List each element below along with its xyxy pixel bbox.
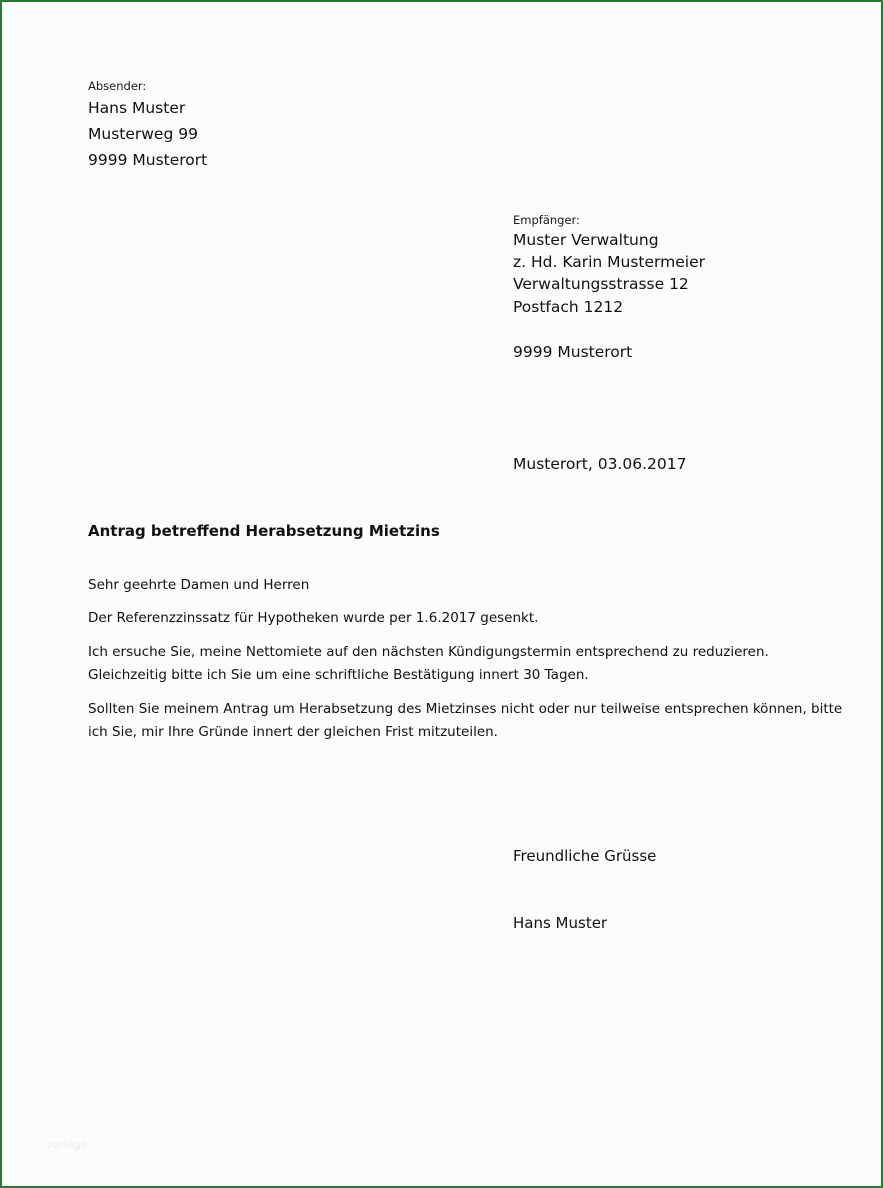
body-paragraph-2-line-1: Ich ersuche Sie, meine Nettomiete auf den nächsten Kündigungstermin entsprechend zu reduzieren. <box>88 644 769 660</box>
recipient-company: Muster Verwaltung <box>513 231 659 249</box>
body-paragraph-3-line-1: Sollten Sie meinem Antrag um Herabsetzung des Mietzinses nicht oder nur teilweise entsprechen können, bitte <box>88 701 843 717</box>
body-paragraph-3-line-2: ich Sie, mir Ihre Gründe innert der gleichen Frist mitzuteilen. <box>88 724 498 740</box>
closing-greeting: Freundliche Grüsse <box>513 847 657 865</box>
recipient-city: 9999 Musterort <box>513 343 633 361</box>
recipient-street: Verwaltungsstrasse 12 <box>513 275 689 293</box>
sender-name: Hans Muster <box>88 99 186 117</box>
recipient-postbox: Postfach 1212 <box>513 298 624 316</box>
signature-name: Hans Muster <box>513 914 608 932</box>
body-paragraph-2-line-2: Gleichzeitig bitte ich Sie um eine schriftliche Bestätigung innert 30 Tagen. <box>88 667 589 683</box>
recipient-label: Empfänger: <box>513 213 580 227</box>
recipient-attention: z. Hd. Karin Mustermeier <box>513 253 705 271</box>
sender-city: 9999 Musterort <box>88 151 208 169</box>
sender-street: Musterweg 99 <box>88 125 198 143</box>
salutation: Sehr geehrte Damen und Herren <box>88 577 310 593</box>
body-paragraph-1: Der Referenzzinssatz für Hypotheken wurde per 1.6.2017 gesenkt. <box>88 610 539 626</box>
sender-label: Absender: <box>88 79 147 93</box>
letter-subject: Antrag betreffend Herabsetzung Mietzins <box>88 522 440 540</box>
watermark: vorlage <box>46 1138 88 1151</box>
place-date: Musterort, 03.06.2017 <box>513 455 687 473</box>
